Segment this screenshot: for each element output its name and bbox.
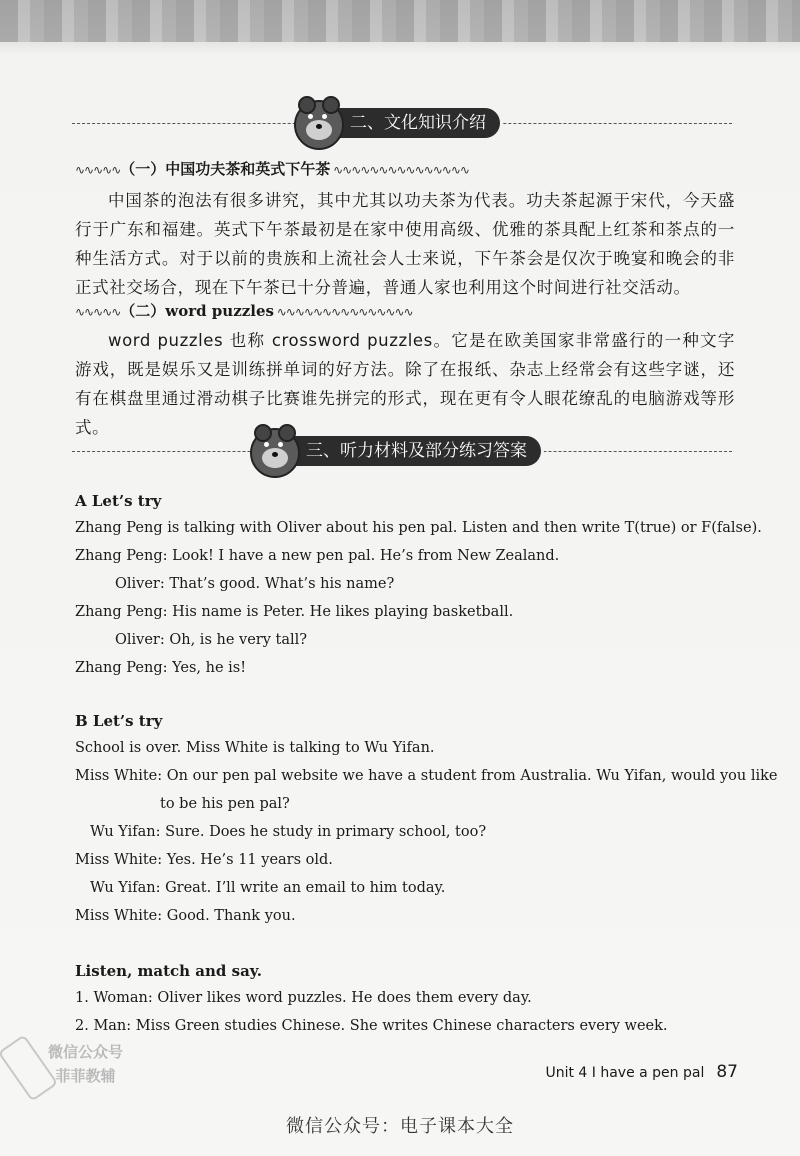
- listen-match-say-heading: Listen, match and say.: [75, 962, 263, 980]
- a-lets-try-heading: A Let’s try: [75, 492, 162, 510]
- b-intro: School is over. Miss White is talking to Wu Yifan.: [75, 740, 435, 756]
- section-title: 二、文化知识介绍: [350, 113, 486, 133]
- paragraph-tea: 中国茶的泡法有很多讲究，其中尤其以功夫茶为代表。功夫茶起源于宋代，今天盛行于广东和福建。英式下午茶最初是在家中使用高级、优雅的茶具配上红茶和茶点的一种生活方式。对于以前的贵族和上流社会人士来说，下午茶会是仅次于晚宴和晚会的非正式社交场合，现在下午茶已十分普遍，普通人家也利用这个时间进行社交活动。: [75, 191, 735, 297]
- dialogue-line-continued: to be his pen pal?: [160, 796, 290, 812]
- dialogue-line: Oliver: That’s good. What’s his name?: [115, 576, 395, 592]
- running-footer: [545, 1062, 738, 1082]
- watermark-line1: 微信公众号: [48, 1043, 124, 1061]
- dialogue-line: Miss White: Good. Thank you.: [75, 908, 296, 924]
- b-lets-try-heading: B Let’s try: [75, 712, 163, 730]
- a-intro: Zhang Peng is talking with Oliver about his pen pal. Listen and then write T(true) or F(false).: [75, 520, 762, 536]
- section-header-listening: [72, 432, 732, 472]
- exercise-line: 2. Man: Miss Green studies Chinese. She writes Chinese characters every week.: [75, 1018, 668, 1034]
- exercise-line: 1. Woman: Oliver likes word puzzles. He does them every day.: [75, 990, 532, 1006]
- bottom-watermark: 微信公众号：电子课本大全: [286, 1116, 514, 1137]
- subheading-tea: ∿∿∿∿∿（一）中国功夫茶和英式下午茶 ∿∿∿∿∿∿∿∿∿∿∿∿∿∿∿: [75, 160, 469, 178]
- dialogue-line: Wu Yifan: Sure. Does he study in primary school, too?: [90, 824, 487, 840]
- dialogue-line: Wu Yifan: Great. I’ll write an email to him today.: [90, 880, 446, 896]
- page-number: 87: [716, 1062, 738, 1082]
- previous-page-edge: [0, 0, 800, 42]
- dialogue-line: Oliver: Oh, is he very tall?: [115, 632, 308, 648]
- paragraph-word-puzzles: word puzzles 也称 crossword puzzles。它是在欧美国家非常盛行的一种文字游戏，既是娱乐又是训练拼单词的好方法。除了在报纸、杂志上经常会有这些字谜，还有在棋盘里通过滑动棋子比赛谁先拼完的形式，现在更有令人眼花缭乱的电脑游戏等形式。: [75, 331, 735, 437]
- section-title-pill: [256, 436, 541, 466]
- section-title: 三、听力材料及部分练习答案: [306, 441, 527, 461]
- subheading-word-puzzles: ∿∿∿∿∿（二）word puzzles ∿∿∿∿∿∿∿∿∿∿∿∿∿∿∿: [75, 302, 413, 320]
- dialogue-line: Miss White: Yes. He’s 11 years old.: [75, 852, 333, 868]
- watermark-line2: 菲菲教辅: [55, 1067, 116, 1085]
- dialogue-line: Zhang Peng: His name is Peter. He likes playing basketball.: [75, 604, 514, 620]
- bear-mascot-icon: [250, 428, 300, 478]
- dialogue-line: Miss White: On our pen pal website we have a student from Australia. Wu Yifan, would you like: [75, 768, 778, 784]
- unit-title: Unit 4 I have a pen pal: [545, 1065, 705, 1081]
- section-header-culture: [72, 104, 732, 144]
- dialogue-line: Zhang Peng: Yes, he is!: [75, 660, 247, 676]
- section-title-pill: [300, 108, 500, 138]
- bear-mascot-icon: [294, 100, 344, 150]
- watermark-stamp: [8, 1028, 148, 1106]
- dialogue-line: Zhang Peng: Look! I have a new pen pal. He’s from New Zealand.: [75, 548, 560, 564]
